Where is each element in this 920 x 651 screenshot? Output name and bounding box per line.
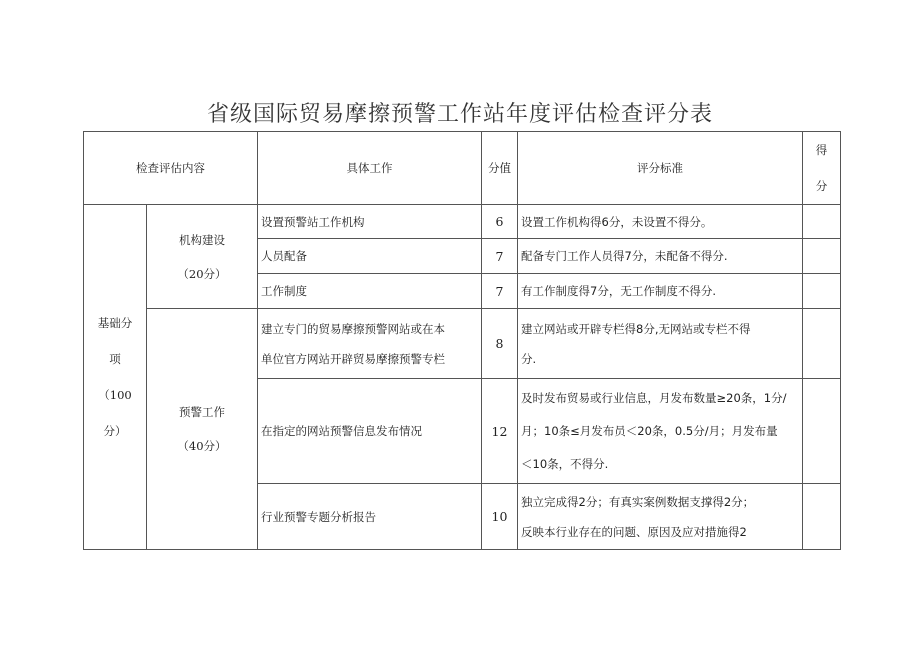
group-cell-0	[147, 205, 258, 309]
work-cell: 在指定的网站预警信息发布情况	[258, 379, 482, 484]
header-criteria: 评分标准	[518, 132, 803, 205]
category-line4: 分）	[103, 424, 127, 438]
evaluation-table	[83, 131, 841, 550]
criteria-line: 及时发布贸易或行业信息，月发布数量≥20条，1分/	[521, 390, 787, 405]
points-cell: 12	[482, 379, 518, 484]
criteria-cell	[518, 484, 803, 550]
header-score-line1: 得	[815, 143, 828, 157]
work-cell	[258, 309, 482, 379]
work-cell: 设置预警站工作机构	[258, 205, 482, 239]
criteria-line: 分.	[521, 351, 537, 366]
criteria-line: 独立完成得2分；有真实案例数据支撑得2分；	[521, 494, 755, 509]
criteria-line: 建立网站或开辟专栏得8分,无网站或专栏不得	[521, 321, 751, 336]
category-line1: 基础分	[97, 316, 133, 330]
points-cell: 6	[482, 205, 518, 239]
header-score	[803, 132, 841, 205]
work-line: 建立专门的贸易摩擦预警网站或在本	[261, 321, 445, 336]
score-cell[interactable]	[803, 379, 841, 484]
table-row	[84, 205, 841, 239]
header-points: 分值	[482, 132, 518, 205]
score-cell[interactable]	[803, 205, 841, 239]
category-line3: （100	[98, 388, 132, 402]
group-name: 机构建设	[179, 232, 225, 247]
group-cell-1	[147, 309, 258, 550]
score-cell[interactable]	[803, 239, 841, 274]
group-points: （40分）	[177, 439, 227, 453]
criteria-line: 反映本行业存在的问题、原因及应对措施得2	[521, 524, 747, 539]
category-cell	[84, 205, 147, 550]
table-row	[84, 309, 841, 379]
score-cell[interactable]	[803, 274, 841, 309]
criteria-line: 月；10条≤月发布员＜20条，0.5分/月；月发布量	[521, 423, 778, 438]
work-cell: 工作制度	[258, 274, 482, 309]
page-title: 省级国际贸易摩擦预警工作站年度评估检查评分表	[206, 102, 713, 127]
header-content: 检查评估内容	[84, 132, 258, 205]
header-work: 具体工作	[258, 132, 482, 205]
points-cell: 8	[482, 309, 518, 379]
header-score-line2: 分	[815, 179, 828, 193]
points-cell: 10	[482, 484, 518, 550]
group-points: （20分）	[177, 266, 227, 281]
score-cell[interactable]	[803, 484, 841, 550]
group-name: 预警工作	[179, 405, 225, 419]
criteria-cell	[518, 309, 803, 379]
work-cell: 行业预警专题分析报告	[258, 484, 482, 550]
criteria-cell: 有工作制度得7分，无工作制度不得分.	[518, 274, 803, 309]
criteria-cell	[518, 379, 803, 484]
header-row	[84, 132, 841, 205]
criteria-line: ＜10条，不得分.	[521, 456, 609, 471]
work-line: 单位官方网站开辟贸易摩擦预警专栏	[261, 351, 445, 366]
criteria-cell: 配备专门工作人员得7分，未配备不得分.	[518, 239, 803, 274]
criteria-cell: 设置工作机构得6分，未设置不得分。	[518, 205, 803, 239]
work-cell: 人员配备	[258, 239, 482, 274]
points-cell: 7	[482, 239, 518, 274]
points-cell: 7	[482, 274, 518, 309]
score-cell[interactable]	[803, 309, 841, 379]
category-line2: 项	[109, 352, 121, 366]
